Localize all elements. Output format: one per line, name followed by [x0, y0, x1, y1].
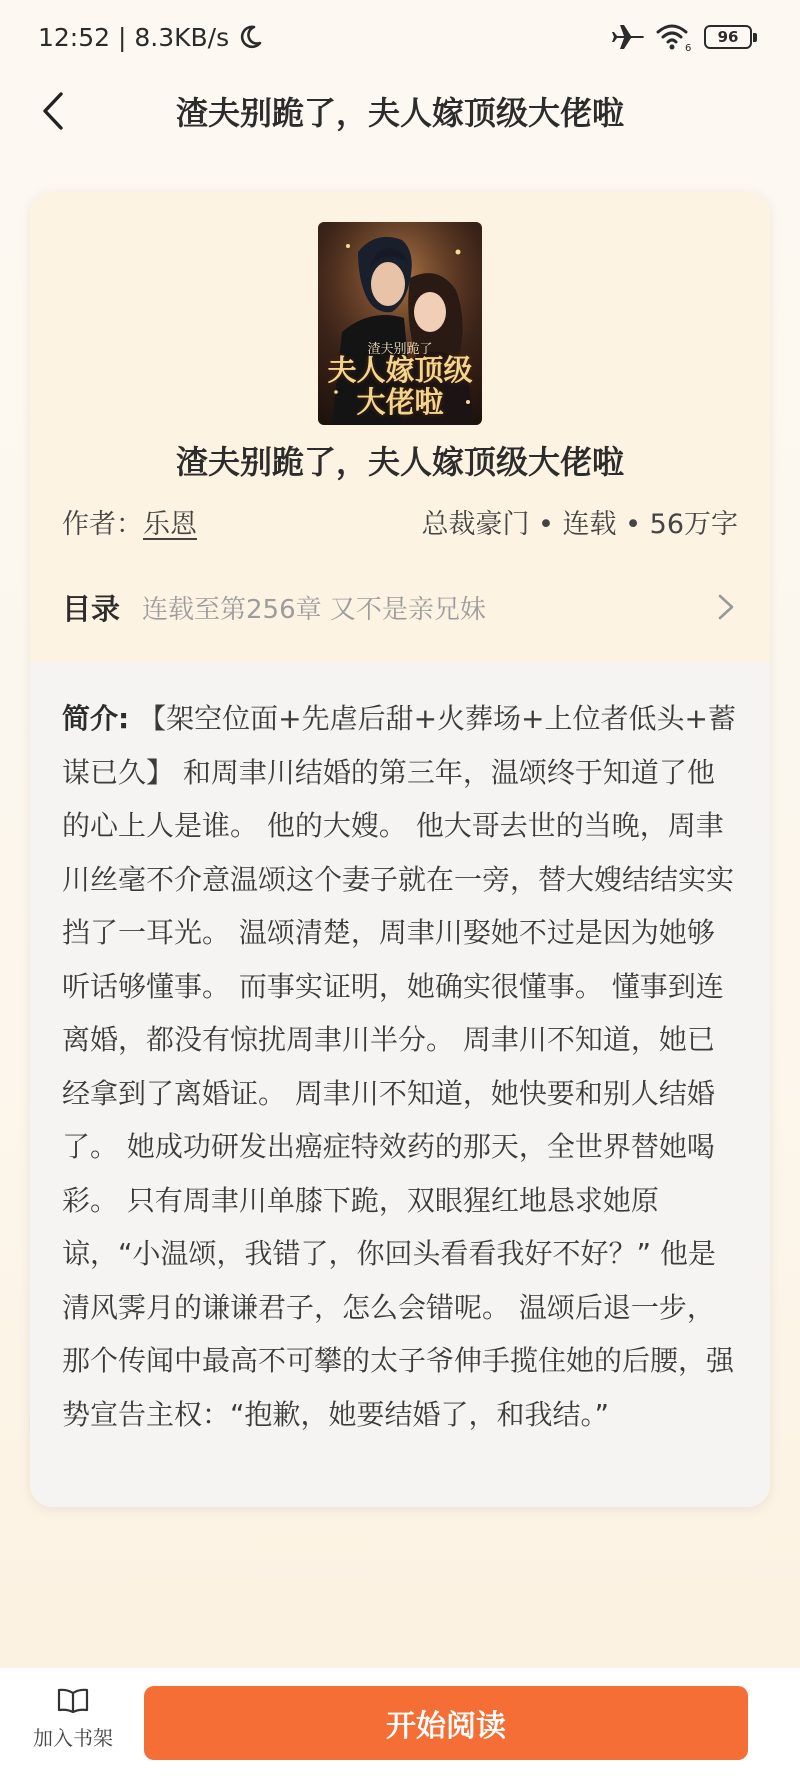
- chevron-left-icon: [41, 91, 65, 131]
- wifi-icon: [656, 22, 692, 52]
- book-meta-row: [62, 502, 738, 541]
- battery-indicator: [704, 25, 752, 49]
- book-synopsis: [62, 692, 742, 1441]
- book-info-section: [30, 192, 770, 662]
- author-link[interactable]: 乐恩: [143, 509, 197, 540]
- toc-latest-chapter: 连载至第256章 又不是亲兄妹: [142, 594, 486, 625]
- back-button[interactable]: [30, 88, 76, 134]
- page-title: 渣夫别跪了，夫人嫁顶级大佬啦: [175, 94, 624, 132]
- cover-title-line-1: 夫人嫁顶级: [327, 353, 473, 387]
- open-book-icon: [57, 1688, 89, 1714]
- synopsis-label: 简介:: [62, 702, 130, 735]
- battery-level: 96: [717, 28, 739, 46]
- start-reading-button[interactable]: 开始阅读: [144, 1686, 748, 1760]
- book-detail-card: [30, 192, 770, 1507]
- book-title: 渣夫别跪了，夫人嫁顶级大佬啦: [175, 443, 624, 481]
- book-cover[interactable]: [318, 222, 482, 425]
- cover-title-line-2: 大佬啦: [356, 385, 444, 419]
- status-right: [612, 22, 752, 52]
- add-to-shelf-label: 加入书架: [33, 1726, 113, 1750]
- toc-label: 目录: [62, 591, 121, 626]
- synopsis-text: 【架空位面+先虐后甜+火葬场+上位者低头+蓄谋已久】 和周聿川结婚的第三年，温颂终于知道了他的心上人是谁。 他的大嫂。 他大哥去世的当晚，周聿川丝毫不介意温颂这个妻子就在一旁，替大嫂结结实实挡了一耳光。 温颂清楚，周聿川娶她不过是因为她够听话够懂事。 而事实证明，她确实很懂事。 懂事到连离婚，都没有惊扰周聿川半分。 周聿川不知道，她已经拿到了离婚证。 周聿川不知道，她快要和别人结婚了。 她成功研发出癌症特效药的那天，全世界替她喝彩。 只有周聿川单膝下跪，双眼猩红地恳求她原谅，“小温颂，我错了，你回头看看我好不好？” 他是清风霁月的谦谦君子，怎么会错呢。 温颂后退一步，那个传闻中最高不可攀的太子爷伸手揽住她的后腰，强势宣告主权：“抱歉，她要结婚了，和我结。”: [62, 702, 736, 1431]
- table-of-contents-row[interactable]: [62, 582, 738, 632]
- author-label: 作者：: [62, 509, 143, 540]
- add-to-shelf-button[interactable]: [28, 1688, 118, 1764]
- cover-title: [318, 354, 482, 418]
- status-time: 12:52 | 8.3KB/s: [38, 22, 230, 52]
- moon-icon: [237, 24, 263, 50]
- cover-subtitle: 渣夫别跪了: [367, 342, 433, 357]
- status-left: [38, 23, 263, 52]
- bottom-action-bar: [0, 1668, 800, 1777]
- header: [0, 74, 800, 148]
- status-bar: [0, 0, 800, 74]
- author-info: [62, 502, 197, 541]
- airplane-icon: [612, 23, 644, 51]
- chevron-right-icon: [714, 590, 738, 624]
- wifi-badge: 6: [685, 43, 692, 52]
- book-tags: 总裁豪门 • 连载 • 56万字: [421, 509, 738, 540]
